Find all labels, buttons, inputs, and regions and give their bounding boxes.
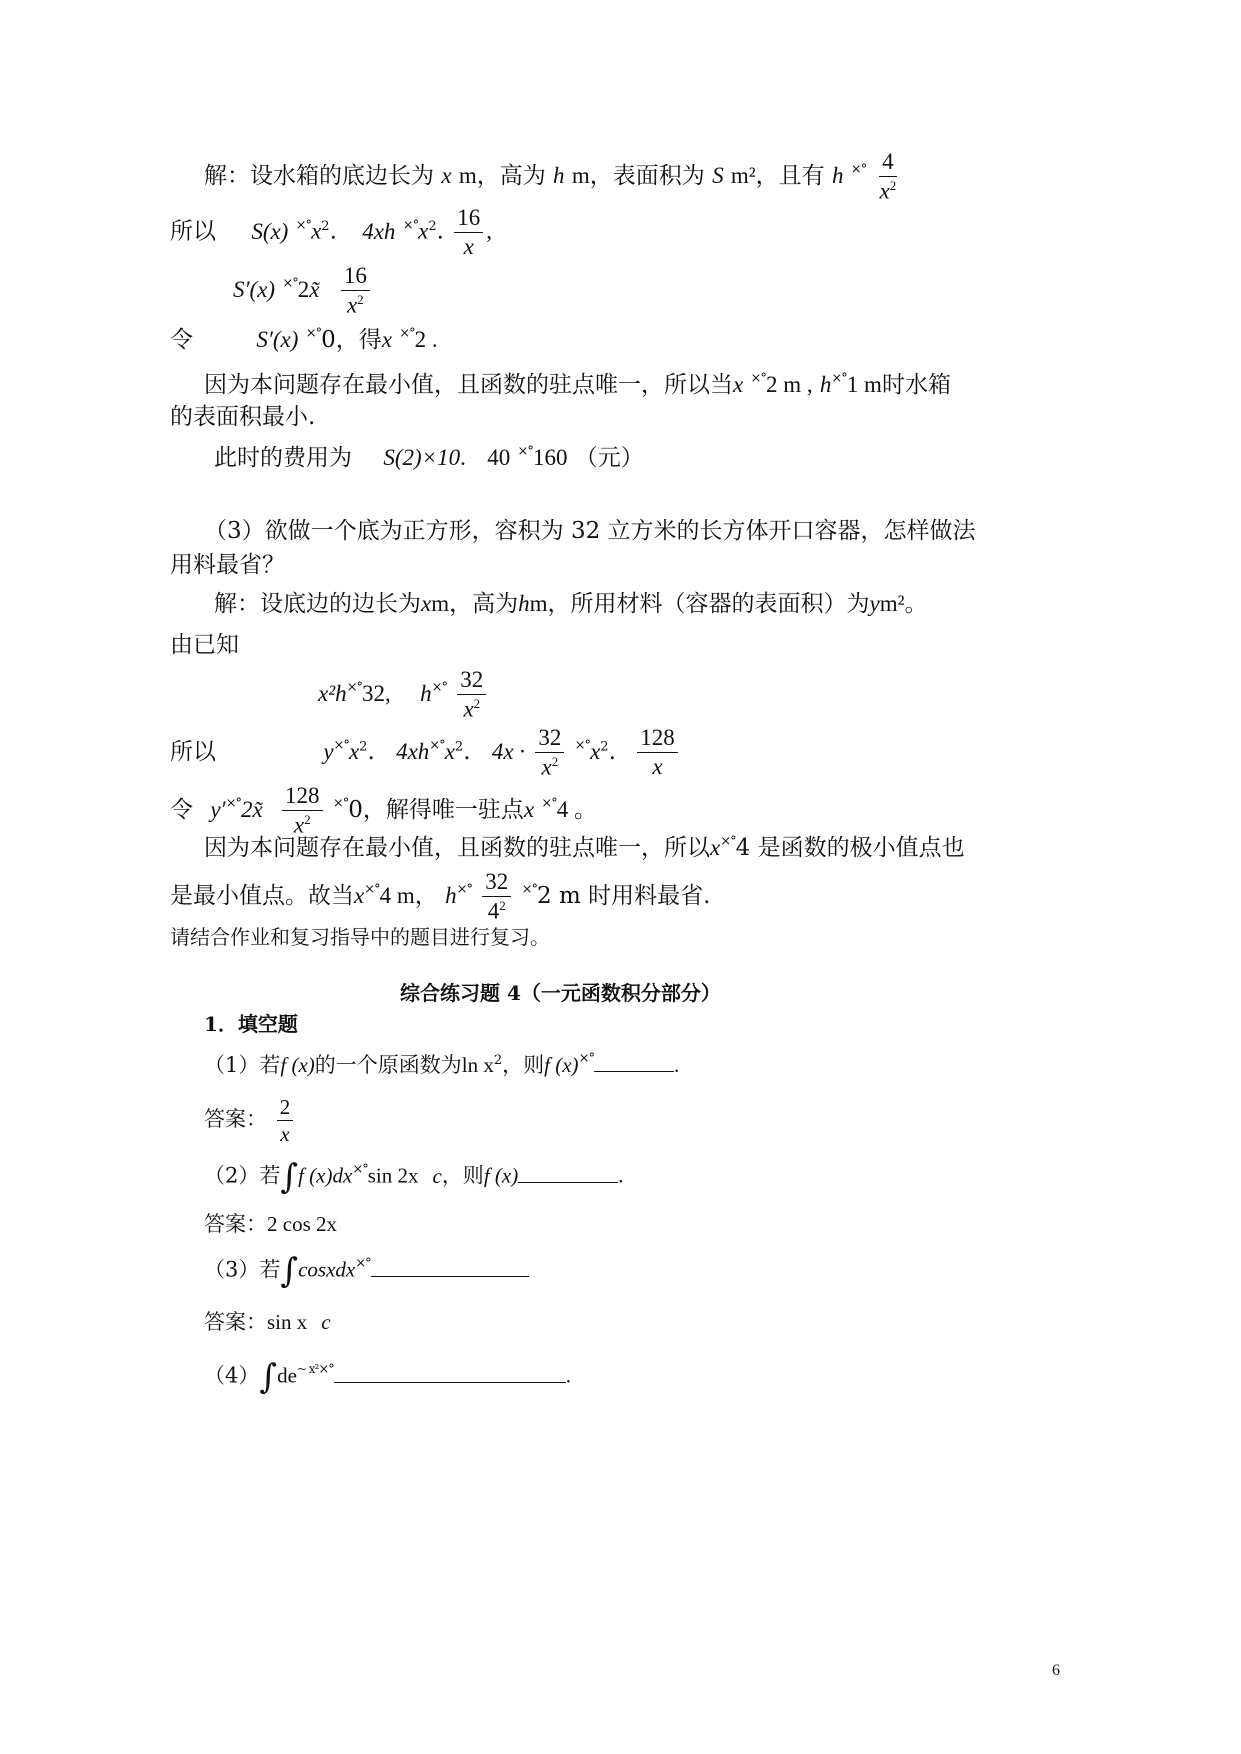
- fraction: $\frac{16}{x}$: [454, 206, 483, 259]
- paragraph-2-line-1: 因为本问题存在最小值，且函数的驻点唯一，所以x×°4 是函数的极小值点也: [204, 834, 965, 861]
- line-6: x²h×°32, h×° $\frac{32}{x^2}$: [318, 668, 489, 722]
- line-5: 此时的费用为 S(2)×10. 40 ×°160 （元）: [214, 444, 644, 471]
- line-3: S′(x) ×°2x̃ $\frac{16}{x^2}$: [233, 264, 373, 318]
- subsection-heading: 1．填空题: [204, 1012, 298, 1036]
- section-heading: 综合练习题 4（一元函数积分部分）: [400, 981, 721, 1005]
- fill-in-2: （2）若∫f (x)dx×°sin 2x c，则f (x) .: [204, 1157, 624, 1197]
- paragraph-2-line-2: 是最小值点。故当x×°4 m， h×° $\frac{32}{4^2}$ ×°2 m 时用料最省.: [170, 869, 711, 924]
- line-2: 所以 S(x) $^{\times^\circ}x^2$. 4xh $^{\times^\circ}x^2$. $\frac{16}{x}$ ,: [170, 205, 492, 260]
- known-line: 由已知: [170, 632, 239, 658]
- fraction: $\frac{128}{x}$: [637, 726, 678, 779]
- line-1: 解：设水箱的底边长为 x m，高为 h m，表面积为 S m²，且有 h ×° $\frac{4}{x^2}$: [204, 150, 902, 204]
- integral-sign: ∫: [280, 1157, 299, 1197]
- fraction: $\frac{128}{x^2}$: [282, 784, 323, 838]
- page-number: 6: [1052, 1662, 1060, 1679]
- integral-sign: ∫: [280, 1251, 299, 1291]
- solution-3-line: 解：设底边的边长为xm，高为hm，所用材料（容器的表面积）为ym²。: [214, 591, 928, 617]
- fraction: $\frac{4}{x^2}$: [879, 149, 897, 204]
- fraction: $\frac{32}{x^2}$: [457, 668, 486, 722]
- fill-in-4: $(4)\int de^{\sim x^2\times^\circ}$ .: [204, 1357, 572, 1397]
- fraction: $\frac{16}{x^2}$: [341, 264, 370, 318]
- fraction: $\frac{2}{x}$: [277, 1096, 294, 1145]
- line-4: 令 S′(x) ×°0，得x ×°2 .: [170, 326, 438, 353]
- fraction: $\frac{32}{x^2}$: [535, 726, 564, 780]
- fraction: $\frac{32}{4^2}$: [482, 870, 511, 924]
- fill-in-3: （3）若∫cosxdx×°: [204, 1254, 529, 1288]
- question-3-line-2: 用料最省？: [170, 552, 285, 578]
- question-3-line-1: （3）欲做一个底为正方形，容积为 32 立方米的长方体开口容器，怎样做法: [204, 518, 976, 544]
- answer-3: 答案：sin x c: [204, 1310, 331, 1334]
- integral-sign: ∫: [259, 1357, 278, 1397]
- answer-2: 答案：2 cos 2x: [204, 1212, 337, 1236]
- fill-in-1: （1）若f (x)的一个原函数为$\ln x^2$，则f (x)×° .: [204, 1051, 680, 1077]
- review-note: 请结合作业和复习指导中的题目进行复习。: [170, 925, 550, 949]
- paragraph-1-line-1: 因为本问题存在最小值，且函数的驻点唯一，所以当x ×°2 m , h×°1 m时水箱: [204, 371, 951, 398]
- line-7: 所以 $y^{\times^\circ}x^2$. $4xh^{\times^\circ}x^2$. 4x · $\frac{32}{x^2}$ $^{\times^\circ}x^2$. $\frac{128}{x}$: [170, 726, 681, 780]
- answer-1: 答案： $\frac{2}{x}$: [204, 1096, 296, 1145]
- paragraph-1-line-2: 的表面积最小.: [170, 404, 316, 430]
- line-8: 令 y′×°2x̃ $\frac{128}{x^2}$ ×°0，解得唯一驻点x ×°4 。: [170, 783, 598, 838]
